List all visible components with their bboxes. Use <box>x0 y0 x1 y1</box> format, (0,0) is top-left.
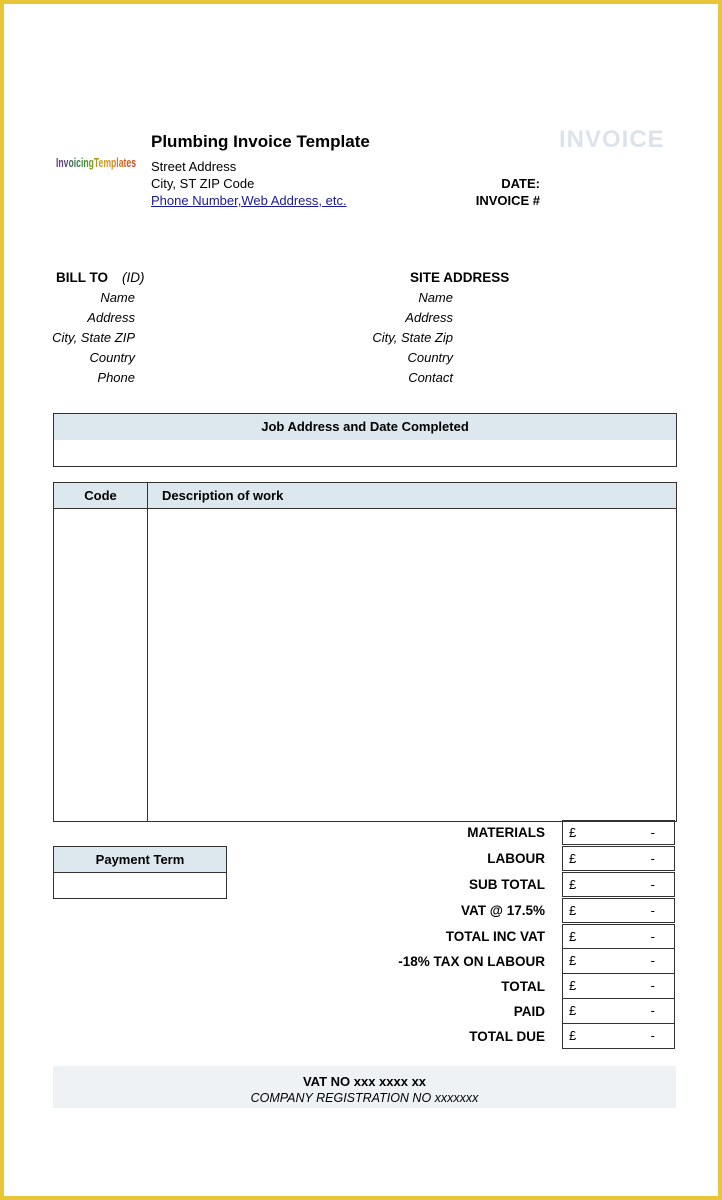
paid-cell[interactable] <box>562 999 675 1024</box>
paid-value: - <box>650 1003 655 1018</box>
contact-link[interactable]: Phone Number,Web Address, etc. <box>151 193 347 208</box>
total-inc-vat-label: TOTAL INC VAT <box>445 929 545 944</box>
vat-number: VAT NO xxx xxxx xx <box>302 1074 427 1089</box>
company-name: Plumbing Invoice Template <box>151 132 370 151</box>
code-column-header: Code <box>84 488 117 503</box>
currency-symbol: £ <box>569 953 577 968</box>
total-value: - <box>650 978 655 993</box>
labour-label: LABOUR <box>487 851 545 866</box>
site-name-label: Name <box>418 290 453 305</box>
bill-to-phone-label: Phone <box>97 370 135 385</box>
bill-to-country-label: Country <box>89 350 135 365</box>
code-column-cells[interactable] <box>54 509 147 820</box>
currency-symbol: £ <box>569 978 577 993</box>
labour-value: - <box>650 851 655 866</box>
site-address-label: Address <box>405 310 453 325</box>
total-inc-vat-value: - <box>650 929 655 944</box>
site-city-label: City, State Zip <box>372 330 453 345</box>
site-contact-label: Contact <box>408 370 453 385</box>
currency-symbol: £ <box>569 825 577 840</box>
materials-cell[interactable] <box>562 820 675 845</box>
bill-to-title: BILL TO <box>56 270 109 285</box>
street-address: Street Address <box>151 159 237 174</box>
invoice-number-label: INVOICE # <box>475 193 540 208</box>
job-address-field[interactable] <box>54 440 676 466</box>
tax-on-labour-cell[interactable] <box>562 949 675 974</box>
payment-term-header: Payment Term <box>54 847 226 873</box>
total-label: TOTAL <box>501 979 545 994</box>
sub-total-cell[interactable] <box>562 872 675 897</box>
company-registration: COMPANY REGISTRATION NO xxxxxxx <box>250 1091 479 1105</box>
site-address-title: SITE ADDRESS <box>410 270 510 285</box>
description-column-header: Description of work <box>162 488 284 503</box>
total-cell[interactable] <box>562 974 675 999</box>
sub-total-value: - <box>650 877 655 892</box>
description-column-cells[interactable] <box>148 509 676 820</box>
tax-on-labour-label: -18% TAX ON LABOUR <box>398 954 545 969</box>
total-due-value: - <box>650 1028 655 1043</box>
materials-label: MATERIALS <box>467 825 545 840</box>
total-due-label: TOTAL DUE <box>469 1029 545 1044</box>
payment-term-field[interactable] <box>54 873 226 898</box>
payment-term-box <box>53 846 227 899</box>
tax-on-labour-value: - <box>650 953 655 968</box>
job-address-header: Job Address and Date Completed <box>54 414 676 440</box>
paid-label: PAID <box>513 1004 545 1019</box>
bill-to-id: (ID) <box>122 270 145 285</box>
vat-cell[interactable] <box>562 898 675 923</box>
currency-symbol: £ <box>569 929 577 944</box>
currency-symbol: £ <box>569 877 577 892</box>
work-table <box>53 482 677 822</box>
materials-value: - <box>650 825 655 840</box>
total-inc-vat-cell[interactable] <box>562 924 675 949</box>
currency-symbol: £ <box>569 1028 577 1043</box>
currency-symbol: £ <box>569 1003 577 1018</box>
site-country-label: Country <box>407 350 453 365</box>
date-label: DATE: <box>501 176 540 191</box>
currency-symbol: £ <box>569 851 577 866</box>
labour-cell[interactable] <box>562 846 675 871</box>
vat-value: - <box>650 903 655 918</box>
vat-label: VAT @ 17.5% <box>461 903 545 918</box>
bill-to-address-label: Address <box>87 310 135 325</box>
logo-text: InvoicingTemplates <box>56 155 136 170</box>
job-address-box <box>53 413 677 467</box>
sub-total-label: SUB TOTAL <box>469 877 545 892</box>
total-due-cell[interactable] <box>562 1024 675 1049</box>
city-state-zip: City, ST ZIP Code <box>151 176 255 191</box>
bill-to-city-label: City, State ZIP <box>52 330 135 345</box>
invoice-title: INVOICE <box>559 126 665 153</box>
bill-to-name-label: Name <box>100 290 135 305</box>
invoicing-templates-logo <box>56 144 138 180</box>
footer-band <box>53 1066 676 1108</box>
currency-symbol: £ <box>569 903 577 918</box>
